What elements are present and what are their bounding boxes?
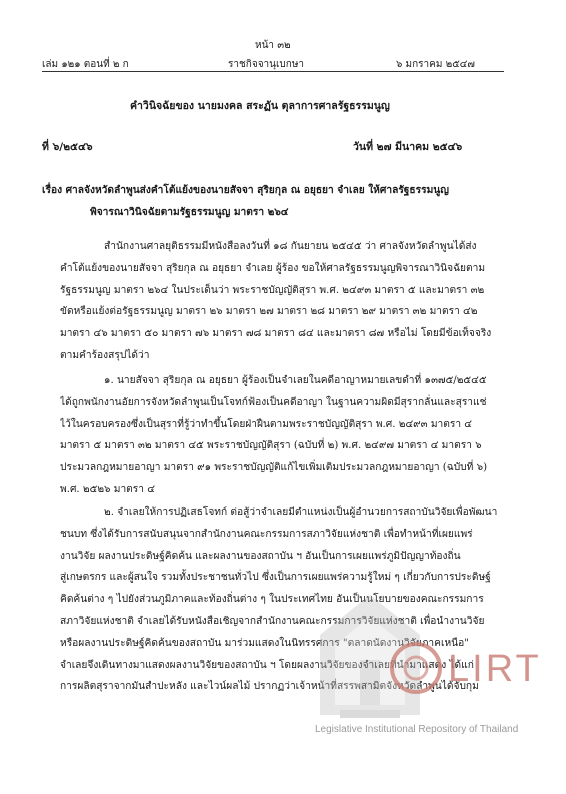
line: หรือผลงานประดิษฐ์คิดค้นของสถาบัน มาร่วมแสดงในนิทรรศการ "ตลาดนัดงานวิจัยภาคเหนือ" bbox=[60, 637, 469, 649]
subject-line-1: เรื่อง ศาลจังหวัดลำพูนส่งคำโต้แย้งของนายสัจจา สุริยกุล ณ อยุธยา จำเลย ให้ศาลรัฐธรรมนูญ bbox=[42, 184, 449, 196]
line: ขัดหรือแย้งต่อรัฐธรรมนูญ มาตรา ๒๖ มาตรา ๒๗ มาตรา ๒๘ มาตรา ๒๙ มาตรา ๓๒ มาตรา ๔๒ bbox=[60, 306, 478, 318]
case-date: วันที่ ๒๗ มีนาคม ๒๕๔๖ bbox=[353, 141, 463, 153]
line: ตามคำร้องสรุปได้ว่า bbox=[60, 349, 150, 361]
gazette-date: ๖ มกราคม ๒๕๔๗ bbox=[396, 59, 475, 70]
line: คำโต้แย้งของนายสัจจา สุริยกุล ณ อยุธยา จำเลย ผู้ร้อง ขอให้ศาลรัฐธรรมนูญพิจารณาวินิจฉัยตาม bbox=[60, 262, 486, 274]
case-number: ที่ ๖/๒๕๔๖ bbox=[42, 141, 93, 153]
line: รัฐธรรมนูญ มาตรา ๒๖๔ ในประเด็นว่า พระราชบัญญัติสุรา พ.ศ. ๒๔๙๓ มาตรา ๕ และมาตรา ๓๒ bbox=[60, 284, 485, 296]
line: ไว้ในครอบครองซึ่งเป็นสุราที่รู้ว่าทำขึ้นโดยฝ่าฝืนตามพระราชบัญญัติสุรา พ.ศ. ๒๔๙๓ มาตรา ๔ bbox=[60, 418, 473, 430]
header-rule bbox=[42, 71, 504, 72]
line: จำเลยจึงเดินทางมาแสดงผลงานวิจัยของสถาบัน ฯ โดยผลงานวิจัยของจำเลยที่นำมาแสดง ได้แก่ bbox=[60, 659, 474, 671]
gazette-volume: เล่ม ๑๒๑ ตอนที่ ๒ ก bbox=[42, 59, 129, 70]
line: มาตรา ๔๖ มาตรา ๕๐ มาตรา ๗๖ มาตรา ๗๘ มาตรา ๘๔ และมาตรา ๘๗ หรือไม่ โดยมีข้อเท็จจริง bbox=[60, 328, 492, 340]
line: ชนบท ซึ่งได้รับการสนับสนุนจากสำนักงานคณะกรรมการสภาวิจัยแห่งชาติ เพื่อทำหน้าที่เผยแพร่ bbox=[60, 528, 473, 540]
line: ได้ถูกพนักงานอัยการจังหวัดลำพูนเป็นโจทก์ฟ้องเป็นคดีอาญา ในฐานความผิดมีสุรากลั่นและสุราแช่ bbox=[60, 396, 487, 408]
line: คิดค้นต่าง ๆ ไปยังส่วนภูมิภาคและท้องถิ่นต่าง ๆ ในประเทศไทย อันเป็นนโยบายของคณะกรรมการ bbox=[60, 594, 484, 606]
paragraph-intro bbox=[60, 236, 508, 367]
line: การผลิตสุราจากมันสำปะหลัง และไวน์ผลไม้ ปรากฏว่าเจ้าหน้าที่สรรพสามิตจังหวัดลำพูนได้จับกุม bbox=[60, 681, 479, 693]
watermark-brand: LIRT bbox=[448, 648, 542, 690]
line: ๒. จำเลยให้การปฏิเสธโจทก์ ต่อสู้ว่าจำเลยมีตำแหน่งเป็นผู้อำนวยการสถาบันวิจัยเพื่อพัฒนา bbox=[104, 507, 498, 518]
page-number: หน้า ๓๒ bbox=[255, 40, 291, 51]
line: สู่เกษตรกร และผู้สนใจ รวมทั้งประชาชนทั่วไป ซึ่งเป็นการเผยแพร่ความรู้ใหม่ ๆ เกี่ยวกับการประดิษฐ์ bbox=[60, 572, 491, 584]
line: พ.ศ. ๒๕๒๖ มาตรา ๔ bbox=[60, 483, 155, 495]
paragraph-fact-1 bbox=[60, 370, 508, 501]
line: มาตรา ๕ มาตรา ๓๒ มาตรา ๔๕ พระราชบัญญัติสุรา (ฉบับที่ ๒) พ.ศ. ๒๔๙๗ มาตรา ๔ มาตรา ๖ bbox=[60, 440, 482, 452]
line: งานวิจัย ผลงานประดิษฐ์คิดค้น และผลงานของสถาบัน ฯ อันเป็นการเผยแพร่ภูมิปัญญาท้องถิ่น bbox=[60, 550, 461, 562]
line: ๑. นายสัจจา สุริยกุล ณ อยุธยา ผู้ร้องเป็นจำเลยในคดีอาญาหมายเลขดำที่ ๑๓๗๕/๒๕๔๕ bbox=[104, 375, 487, 386]
gazette-name: ราชกิจจานุเบกษา bbox=[228, 59, 305, 70]
document-title: คำวินิจฉัยของ นายมงคล สระฏัน ตุลาการศาลรัฐธรรมนูญ bbox=[130, 100, 390, 112]
line: ประมวลกฎหมายอาญา มาตรา ๙๑ พระราชบัญญัติแก้ไขเพิ่มเติมประมวลกฎหมายอาญา (ฉบับที่ ๖) bbox=[60, 462, 488, 474]
line: สำนักงานศาลยุติธรรมมีหนังสือลงวันที่ ๑๘ กันยายน ๒๕๔๕ ว่า ศาลจังหวัดลำพูนได้ส่ง bbox=[104, 241, 477, 252]
subject-line-2: พิจารณาวินิจฉัยตามรัฐธรรมนูญ มาตรา ๒๖๔ bbox=[90, 206, 289, 218]
line: สภาวิจัยแห่งชาติ จำเลยได้รับหนังสือเชิญจากสำนักงานคณะกรรมการวิจัยแห่งชาติ เพื่อนำงานวิจัย bbox=[60, 615, 485, 627]
watermark-caption: Legislative Institutional Repository of Thailand bbox=[315, 724, 519, 735]
